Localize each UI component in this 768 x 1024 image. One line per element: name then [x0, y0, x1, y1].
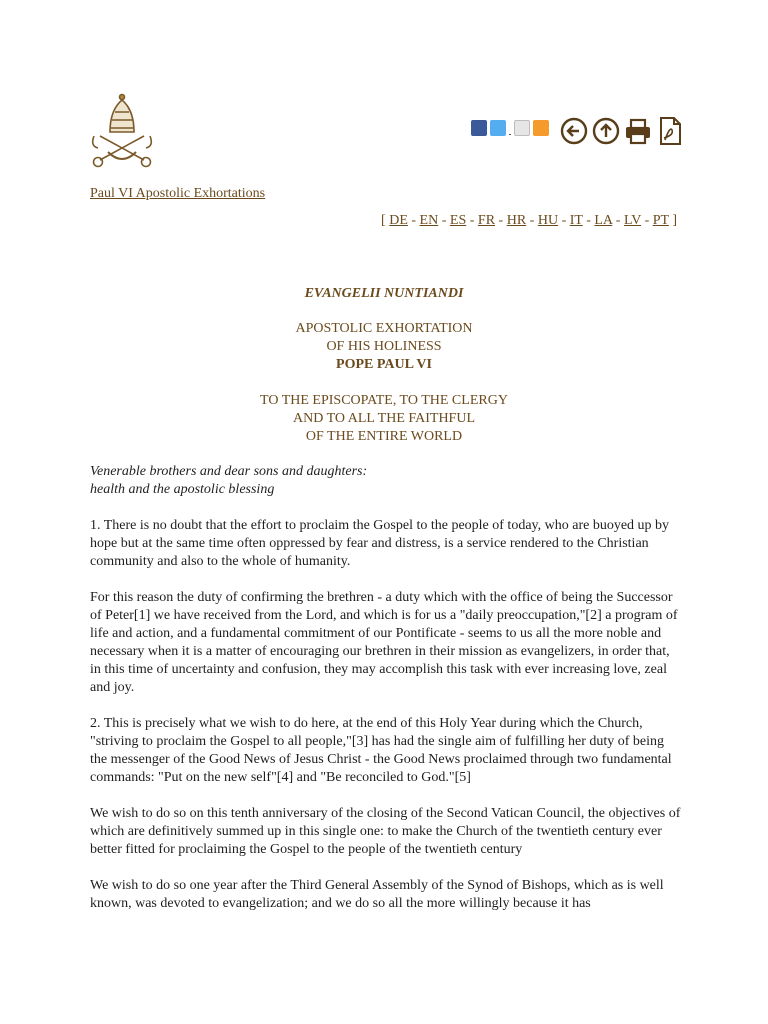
share-bar	[471, 120, 549, 136]
up-arrow-icon[interactable]	[592, 116, 620, 146]
lang-bracket-open: [	[381, 213, 386, 228]
greeting-line-1: Venerable brothers and dear sons and daughters:	[90, 464, 368, 479]
greeting-line-2: health and the apostolic blessing	[90, 482, 275, 497]
lang-bracket-close: ]	[672, 213, 677, 228]
document-author: POPE PAUL VI	[336, 357, 432, 372]
paragraph: For this reason the duty of confirming the brethren - a duty which with the office of being the Successor of Peter[1] we have received from the Lord, and which is for us a "daily preoccupation,"[2] a program of life and action, and a fundamental commitment of our Pontificate - seems to us all the more noble and necessary when it is a matter of encouraging our brethren in their mission as evangelizers, in order that, in this time of uncertainty and confusion, they may accomplish this task with ever increasing love, zeal and joy.	[90, 590, 678, 695]
facebook-icon[interactable]	[471, 120, 487, 136]
greeting	[90, 463, 682, 499]
document-subtitle-line-2: OF HIS HOLINESS	[326, 339, 442, 354]
lang-link-hr[interactable]: HR	[506, 213, 527, 228]
section-link[interactable]: Paul VI Apostolic Exhortations	[90, 186, 266, 201]
lang-link-lv[interactable]: LV	[623, 213, 642, 228]
paragraph: 2. This is precisely what we wish to do here, at the end of this Holy Year during which the Church, "striving to proclaim the Gospel to all people,"[3] has had the single aim of fulfilling her duty of being the messenger of the Good News of Jesus Christ - the Good News proclaimed through two fundamental commands: "Put on the new self"[4] and "Be reconciled to God."[5]	[90, 716, 672, 785]
print-icon[interactable]	[624, 116, 652, 146]
twitter-icon[interactable]	[490, 120, 506, 136]
separator	[509, 121, 511, 135]
lang-link-fr[interactable]: FR	[477, 213, 496, 228]
rss-icon[interactable]	[533, 120, 549, 136]
lang-link-it[interactable]: IT	[569, 213, 583, 228]
papal-emblem-icon	[88, 92, 156, 172]
lang-link-hu[interactable]: HU	[537, 213, 559, 228]
document-title: EVANGELII NUNTIANDI	[304, 286, 464, 301]
lang-link-en[interactable]: EN	[419, 213, 439, 228]
document-body	[90, 463, 682, 931]
addressee-line-2: AND TO ALL THE FAITHFUL	[293, 411, 475, 426]
document-heading	[90, 285, 678, 446]
paragraph: We wish to do so on this tenth anniversary of the closing of the Second Vatican Council, the objectives of which are definitively summed up in this single one: to make the Church of the twentieth century ever better fitted for proclaiming the Gospel to the people of the twentieth century	[90, 806, 681, 857]
pdf-icon[interactable]	[656, 116, 684, 146]
email-icon[interactable]	[514, 120, 530, 136]
paragraph: 1. There is no doubt that the effort to proclaim the Gospel to the people of today, who are buoyed up by hope but at the same time often oppressed by fear and distress, is a service rendered to the Christian community and also to the whole of humanity.	[90, 518, 670, 569]
language-selector: [ DE - EN - ES - FR - HR - HU - IT - LA - LV - PT ]	[381, 213, 677, 228]
addressee-line-3: OF THE ENTIRE WORLD	[305, 429, 463, 444]
lang-link-de[interactable]: DE	[389, 213, 408, 228]
back-arrow-icon[interactable]	[560, 116, 588, 146]
lang-link-pt[interactable]: PT	[652, 213, 669, 228]
document-subtitle-line-1: APOSTOLIC EXHORTATION	[295, 321, 473, 336]
lang-link-es[interactable]: ES	[449, 213, 467, 228]
paragraph: We wish to do so one year after the Third General Assembly of the Synod of Bishops, which as is well known, was devoted to evangelization; and we do so all the more willingly because it has	[90, 878, 664, 911]
addressee-line-1: TO THE EPISCOPATE, TO THE CLERGY	[260, 393, 508, 408]
lang-link-la[interactable]: LA	[594, 213, 613, 228]
page-actions	[560, 116, 684, 146]
